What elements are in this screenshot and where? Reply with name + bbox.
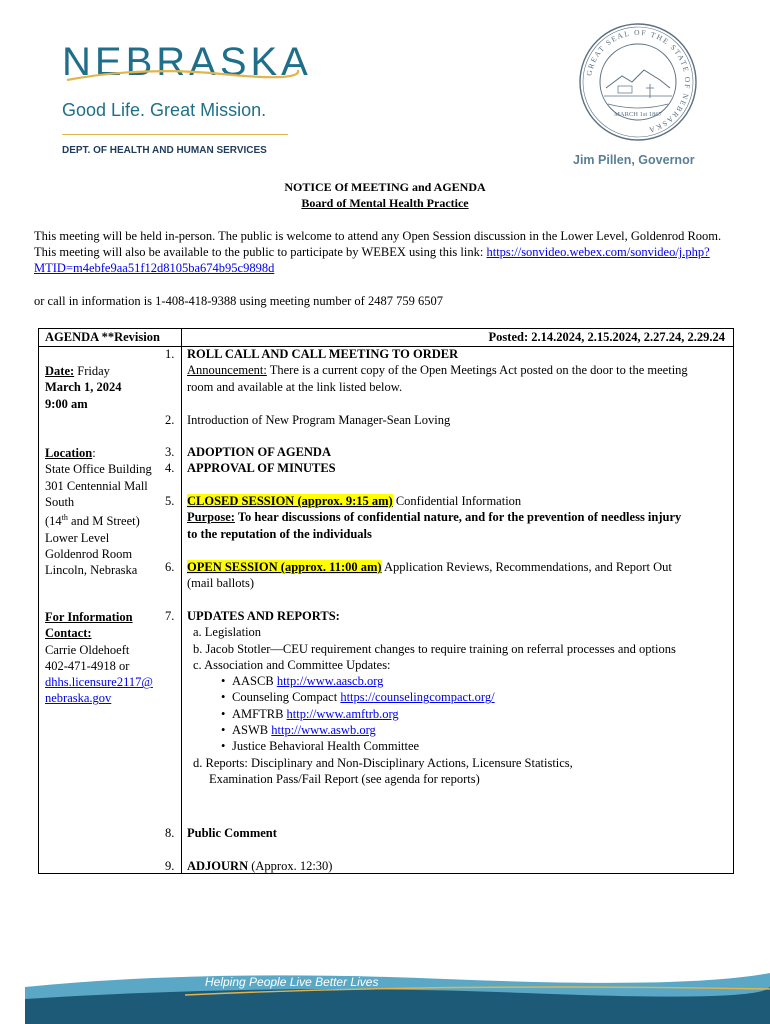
webex-link[interactable]: https://sonvideo.webex.com/sonvideo/j.php?MTID=m4ebfe9aa51f12d8105ba674b95c9898d	[34, 245, 710, 275]
contact-label-2: Contact:	[45, 626, 92, 641]
open-session-text: Application Reviews, Recommendations, and Report Out (mail ballots)	[187, 560, 672, 591]
counseling-compact-link[interactable]: https://counselingcompact.org/	[340, 690, 495, 705]
board-name: Board of Mental Health Practice	[301, 196, 469, 210]
announcement-text: There is a current copy of the Open Meetings Act posted on the door to the meeting room and available at the link listed below.	[187, 363, 688, 394]
street-rest: and M Street)	[67, 514, 140, 529]
aswb-link[interactable]: http://www.aswb.org	[271, 723, 376, 738]
posted-dates: Posted: 2.14.2024, 2.15.2024, 2.27.24, 2.29.24	[488, 330, 725, 344]
item-number: 5.	[165, 494, 175, 508]
list-item	[187, 673, 689, 689]
logo-swoosh-icon	[62, 60, 302, 90]
item-title: ROLL CALL AND CALL MEETING TO ORDER	[187, 347, 459, 361]
list-item: • Justice Behavioral Health Committee	[187, 738, 689, 754]
item-title: ADJOURN	[187, 859, 249, 873]
item-title: ADOPTION OF AGENDA	[187, 445, 331, 459]
item-title: Public Comment	[187, 826, 277, 840]
list-item: c. Association and Committee Updates:	[193, 657, 391, 672]
agenda-header-row	[39, 329, 733, 347]
footer-wave-icon	[25, 969, 770, 1024]
contact-name: Carrie Oldehoeft	[45, 642, 130, 657]
item-title: UPDATES AND REPORTS:	[187, 609, 340, 623]
nebraska-logo	[62, 40, 312, 156]
location-line: Lincoln, Nebraska	[45, 563, 138, 578]
seal-text: GREAT SEAL OF THE STATE OF NEBRASKA	[584, 27, 693, 135]
footer-banner	[25, 969, 770, 1024]
list-item	[187, 722, 689, 738]
item-number: 7.	[165, 609, 175, 623]
agenda-revision-label: AGENDA **Revision	[45, 330, 160, 344]
location-colon: :	[92, 446, 96, 460]
item-number: 9.	[165, 859, 175, 873]
meeting-date-block	[45, 363, 179, 412]
item-text: (Approx. 12:30)	[248, 859, 333, 873]
call-in-info: or call in information is 1-408-418-9388 using meeting number of 2487 759 6507	[34, 294, 443, 308]
agenda-table	[38, 328, 734, 874]
logo-tagline: Good Life. Great Mission.	[62, 100, 267, 120]
location-line: 301 Centennial Mall	[45, 478, 148, 493]
location-label: Location	[45, 446, 93, 460]
purpose-label: Purpose:	[187, 510, 235, 525]
list-item: d. Reports: Disciplinary and Non-Disciplinary Actions, Licensure Statistics,	[193, 755, 573, 770]
item-title: APPROVAL OF MINUTES	[187, 461, 336, 475]
contact-email-link[interactable]: dhhs.licensure2117@	[45, 675, 153, 690]
aascb-link[interactable]: http://www.aascb.org	[276, 674, 384, 689]
location-line: State Office Building	[45, 462, 152, 477]
footer-slogan: Helping People Live Better Lives	[205, 975, 379, 989]
street-num: (14	[45, 514, 62, 529]
location-street	[45, 514, 140, 528]
announcement-label: Announcement:	[187, 363, 267, 378]
intro-paragraph	[34, 228, 734, 276]
meeting-time: 9:00 am	[45, 396, 88, 411]
intro-text: This meeting will be held in-person. The public is welcome to attend any Open Session discussion in the Lower Level, Goldenrod Room. This meeting will also be available to the public to participate by WEBEX using this link:	[34, 229, 722, 259]
location-line: South	[45, 494, 75, 509]
date-day: Friday	[77, 364, 110, 378]
purpose-text: To hear discussions of confidential nature, and for the prevention of needless injury to the reputation of the individuals	[187, 510, 682, 541]
item-text: Introduction of New Program Manager-Sean Loving	[187, 413, 451, 427]
date-full: March 1, 2024	[45, 380, 122, 395]
list-item: a. Legislation	[193, 625, 262, 640]
location-block	[45, 445, 179, 579]
item-number: 6.	[165, 560, 175, 574]
seal-date: MARCH 1st 1867	[614, 111, 662, 118]
org-name: Counseling Compact	[232, 690, 341, 705]
logo-wordmark: NEBRASKA	[62, 40, 312, 84]
state-seal-icon	[578, 22, 698, 142]
open-session-label: OPEN SESSION (approx. 11:00 am)	[187, 560, 382, 574]
department-name: DEPT. OF HEALTH AND HUMAN SERVICES	[62, 145, 267, 156]
item-number: 4.	[165, 461, 175, 475]
org-name: AASCB	[232, 674, 277, 689]
street-sup: th	[61, 513, 68, 523]
location-line: Lower Level	[45, 530, 110, 545]
list-item	[187, 689, 689, 705]
org-name: ASWB	[232, 723, 272, 738]
date-label: Date:	[45, 364, 75, 378]
contact-phone: 402-471-4918 or	[45, 658, 130, 673]
closed-session-text: Confidential Information	[392, 494, 522, 508]
closed-session-label: CLOSED SESSION (approx. 9:15 am)	[187, 494, 393, 508]
location-line: Goldenrod Room	[45, 546, 133, 561]
list-item: b. Jacob Stotler—CEU requirement changes to require training on referral processes and options	[193, 641, 676, 656]
contact-label: For Information	[45, 610, 133, 624]
org-name: AMFTRB	[232, 706, 287, 721]
list-item-continued: Examination Pass/Fail Report (see agenda for reports)	[209, 771, 480, 786]
contact-block	[45, 609, 179, 707]
amftrb-link[interactable]: http://www.amftrb.org	[286, 706, 399, 721]
item-number: 3.	[165, 445, 175, 459]
contact-email-link-2[interactable]: nebraska.gov	[45, 691, 112, 706]
logo-divider	[62, 134, 288, 135]
notice-title: NOTICE Of MEETING and AGENDA	[284, 180, 486, 194]
item-number: 1.	[165, 347, 175, 361]
item-number: 8.	[165, 826, 175, 840]
item-number: 2.	[165, 413, 175, 427]
governor-name: Jim Pillen, Governor	[573, 153, 695, 167]
list-item	[187, 706, 689, 722]
